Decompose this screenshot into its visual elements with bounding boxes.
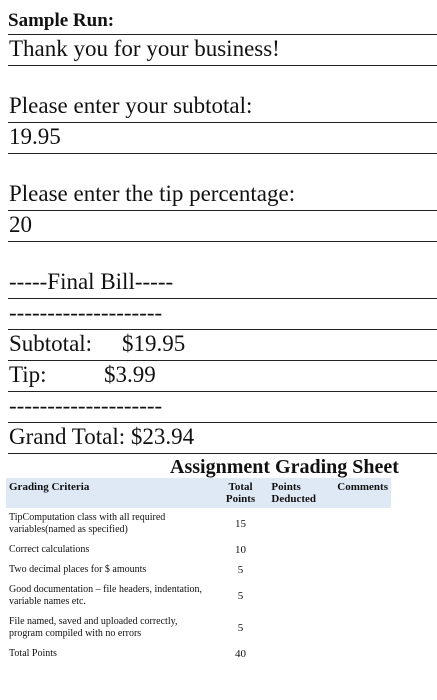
points-cell: 15 bbox=[235, 518, 247, 530]
subtotal-value: $19.95 bbox=[122, 331, 186, 356]
header-deducted-line1: Points bbox=[271, 481, 301, 493]
criteria-cell: Correct calculations bbox=[9, 544, 90, 555]
divider bbox=[8, 453, 437, 454]
deducted-cell bbox=[268, 508, 334, 540]
tip-row bbox=[8, 361, 437, 389]
dashes-line: -------------------- bbox=[9, 393, 163, 418]
tip-value: $3.99 bbox=[104, 362, 156, 387]
table-row bbox=[6, 560, 391, 580]
table-row bbox=[6, 644, 391, 664]
prompt-subtotal: Please enter your subtotal: bbox=[9, 93, 253, 118]
deducted-cell bbox=[268, 540, 334, 560]
deducted-cell bbox=[268, 644, 334, 664]
comments-cell bbox=[334, 580, 391, 612]
input-tip: 20 bbox=[9, 212, 32, 237]
criteria-cell: Two decimal places for $ amounts bbox=[9, 564, 147, 575]
table-row bbox=[6, 612, 391, 644]
header-criteria: Grading Criteria bbox=[6, 478, 213, 508]
points-cell: 40 bbox=[235, 648, 247, 660]
header-comments: Comments bbox=[334, 478, 391, 508]
subtotal-row bbox=[8, 330, 437, 358]
criteria-cell: TipComputation class with all required variables(named as specified) bbox=[9, 512, 166, 535]
comments-cell bbox=[334, 644, 391, 664]
table-row bbox=[6, 508, 391, 540]
comments-cell bbox=[334, 508, 391, 540]
sample-run-title: Sample Run: bbox=[8, 10, 115, 31]
tip-label: Tip: bbox=[9, 362, 47, 387]
criteria-cell: Total Points bbox=[9, 648, 57, 659]
points-cell: 10 bbox=[235, 544, 247, 556]
grand-total: Grand Total: $23.94 bbox=[9, 424, 195, 449]
criteria-cell: Good documentation – file headers, indentation, variable names etc. bbox=[9, 584, 203, 607]
deducted-cell bbox=[268, 560, 334, 580]
criteria-cell: File named, saved and uploaded correctly, program compiled with no errors bbox=[9, 616, 178, 639]
table-row bbox=[6, 580, 391, 612]
header-points-deducted bbox=[268, 478, 334, 508]
comments-cell bbox=[334, 560, 391, 580]
prompt-tip: Please enter the tip percentage: bbox=[9, 181, 296, 206]
header-deducted-line2: Deducted bbox=[271, 493, 317, 505]
divider bbox=[8, 65, 437, 66]
output-thanks: Thank you for your business! bbox=[9, 36, 280, 61]
points-cell: 5 bbox=[237, 622, 244, 634]
table-row bbox=[6, 540, 391, 560]
divider bbox=[8, 153, 437, 154]
dashes-line: -------------------- bbox=[9, 300, 163, 325]
header-total-points bbox=[213, 478, 269, 508]
deducted-cell bbox=[268, 612, 334, 644]
subtotal-label: Subtotal: bbox=[9, 331, 93, 356]
points-cell: 5 bbox=[237, 590, 244, 602]
grading-table bbox=[6, 478, 391, 664]
input-subtotal: 19.95 bbox=[9, 124, 61, 149]
deducted-cell bbox=[268, 580, 334, 612]
header-total-line1: Total bbox=[228, 481, 253, 493]
comments-cell bbox=[334, 540, 391, 560]
comments-cell bbox=[334, 612, 391, 644]
final-bill-header: -----Final Bill----- bbox=[9, 269, 174, 294]
divider bbox=[8, 241, 437, 242]
grading-sheet-title: Assignment Grading Sheet bbox=[170, 456, 399, 478]
header-total-line2: Points bbox=[225, 493, 256, 505]
points-cell: 5 bbox=[237, 564, 244, 576]
grading-table-header bbox=[6, 478, 391, 508]
